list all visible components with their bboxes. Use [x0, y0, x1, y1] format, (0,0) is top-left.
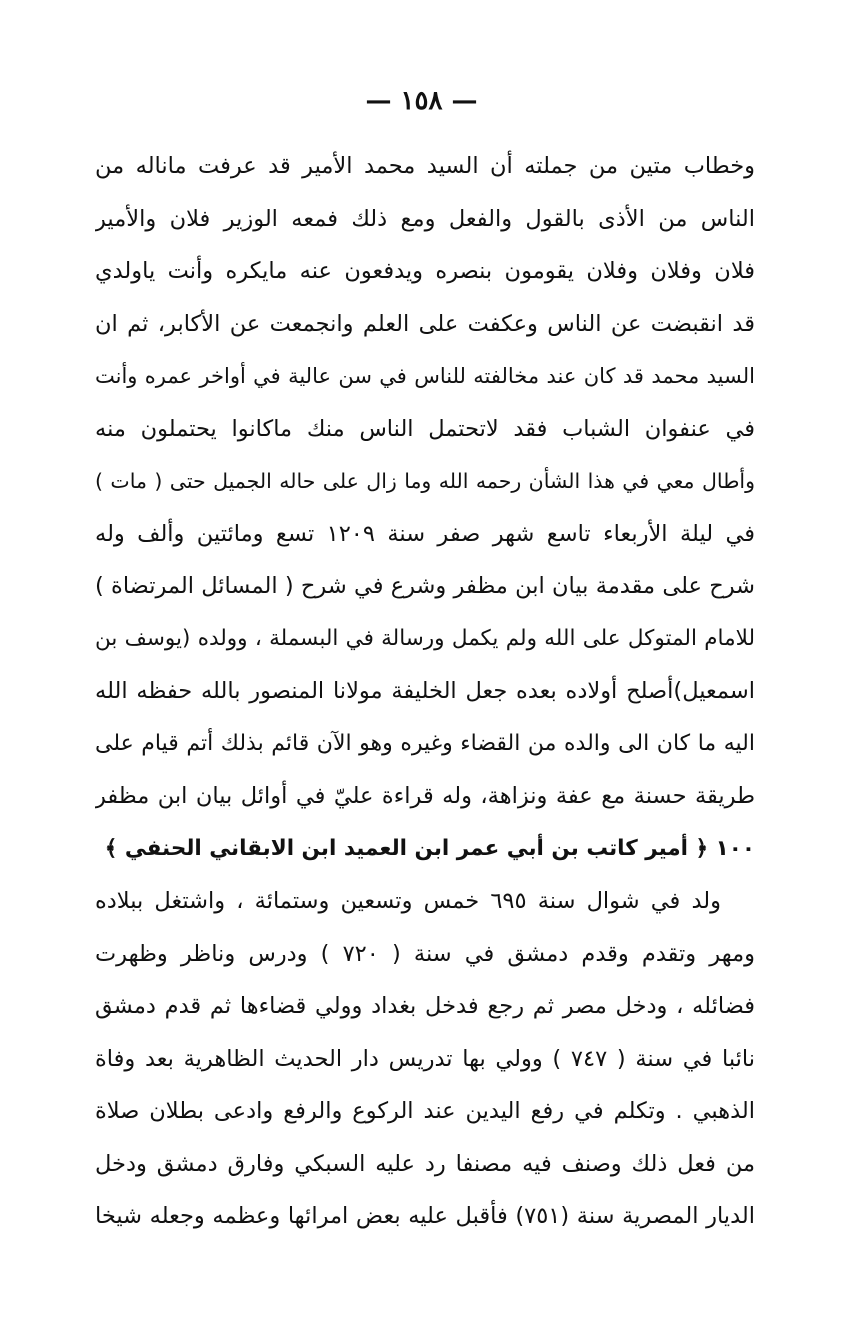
text-line: في ليلة الأربعاء تاسع شهر صفر سنة ١٢٠٩ تسع ومائتين وألف وله	[95, 520, 755, 547]
text-line: نائبا في سنة ( ٧٤٧ ) وولي بها تدريس دار الحديث الظاهرية بعد وفاة	[95, 1045, 755, 1072]
text-line: اليه ما كان الى والده من القضاء وغيره وهو الآن قائم بذلك أتم قيام على	[95, 730, 755, 756]
text-line: من فعل ذلك وصنف فيه مصنفا رد عليه السبكي وفارق دمشق ودخل	[95, 1150, 755, 1177]
text-line: ومهر وتقدم وقدم دمشق في سنة ( ٧٢٠ ) ودرس وناظر وظهرت	[95, 940, 755, 967]
text-line: الناس من الأذى بالقول والفعل ومع ذلك فمعه الوزير فلان والأمير	[95, 205, 755, 232]
text-line: قد انقبضت عن الناس وعكفت على العلم وانجمعت عن الأكابر، ثم ان	[95, 310, 755, 337]
text-line: للامام المتوكل على الله ولم يكمل ورسالة في البسملة ، وولده (يوسف بن	[95, 625, 755, 651]
text-line: فضائله ، ودخل مصر ثم رجع فدخل بغداد وولي قضاءها ثم قدم دمشق	[95, 993, 755, 1019]
text-line: فلان وفلان وفلان يقومون بنصره ويدفعون عنه مايكره وأنت ياولدي	[95, 258, 755, 284]
text-line: شرح على مقدمة بيان ابن مظفر وشرع في شرح ( المسائل المرتضاة )	[95, 573, 755, 599]
page-number: — ١٥٨ —	[365, 86, 478, 116]
text-line: طريقة حسنة مع عفة ونزاهة، وله قراءة عليّ في أوائل بيان ابن مظفر	[95, 783, 755, 809]
text-line: وخطاب متين من جملته أن السيد محمد الأمير قد عرفت ماناله من	[95, 153, 755, 179]
text-line: الذهبي . وتكلم في رفع اليدين عند الركوع والرفع وادعى بطلان صلاة	[95, 1098, 755, 1124]
text-line: الديار المصرية سنة (٧٥١) فأقبل عليه بعض امرائها وعظمه وجعله شيخا	[95, 1203, 755, 1229]
text-line: السيد محمد قد كان عند مخالفته للناس في سن عالية في أواخر عمره وأنت	[95, 364, 755, 388]
entry-heading: ١٠٠ ﴿ أمير كاتب بن أبي عمر ابن العميد ابن الابقاني الحنفي ﴾	[104, 835, 755, 861]
text-line: اسمعيل)أصلح أولاده بعده جعل الخليفة مولانا المنصور بالله حفظه الله	[95, 678, 755, 704]
text-line: ولد في شوال سنة ٦٩٥ خمس وتسعين وستمائة ، واشتغل ببلاده	[95, 888, 721, 914]
text-line: في عنفوان الشباب فقد لاتحتمل الناس منك ماكانوا يحتملون منه	[95, 415, 755, 442]
body-text	[95, 140, 755, 1243]
text-line: وأطال معي في هذا الشأن رحمه الله وما زال على حاله الجميل حتى ( مات )	[95, 469, 755, 493]
